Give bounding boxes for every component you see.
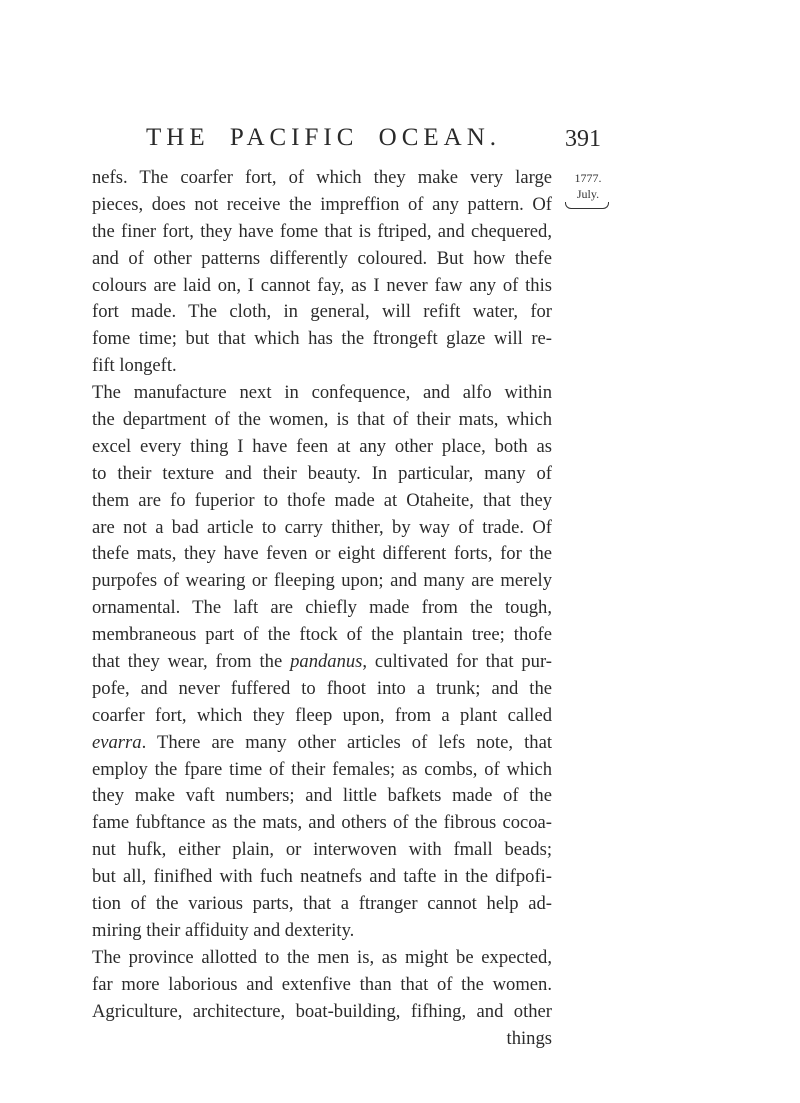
text-line: them are fo fuperior to thofe made at Otaheite, that they [92, 489, 552, 511]
body-text [92, 165, 552, 1052]
text-line: miring their affiduity and dexterity. [92, 919, 355, 941]
page-number: 391 [565, 126, 601, 152]
text-line: nut hufk, either plain, or interwoven with fmall beads; [92, 839, 552, 861]
text-line: far more laborious and extenfive than that of the women. [92, 973, 552, 995]
text-line: things [506, 1027, 552, 1049]
text-line: are not a bad article to carry thither, by way of trade. Of [92, 516, 552, 538]
text-line: but all, finifhed with fuch neatnefs and tafte in the difpofi- [92, 866, 552, 888]
text-line: thefe mats, they have feven or eight different forts, for the [92, 543, 552, 565]
text-line: nefs. The coarfer fort, of which they make very large [92, 167, 552, 188]
text-line: employ the fpare time of their females; as combs, of which [92, 758, 552, 780]
text-line: purpofes of wearing or fleeping upon; and many are merely [92, 570, 552, 592]
text-line: fome time; but that which has the ftrongeft glaze will re- [92, 328, 552, 350]
margin-year: 1777. [574, 171, 602, 185]
margin-month: July. [576, 187, 600, 201]
text-line: coarfer fort, which they fleep upon, from a plant called [92, 704, 552, 726]
text-segment: , cultivated for that pur- [362, 651, 552, 673]
text-line [92, 730, 552, 757]
text-line: the finer fort, they have fome that is ftriped, and chequered, [92, 220, 552, 242]
text-line: The province allotted to the men is, as might be expected, [92, 946, 552, 968]
text-line: membraneous part of the ftock of the plantain tree; thofe [92, 624, 552, 646]
text-line: Agriculture, architecture, boat-building, fifhing, and other [92, 1000, 552, 1022]
text-line: tion of the various parts, that a ftranger cannot help ad- [92, 893, 552, 915]
text-line: excel every thing I have feen at any other place, both as [92, 435, 552, 457]
text-line: fift longeft. [92, 355, 177, 377]
text-line: colours are laid on, I cannot fay, as I never faw any of this [92, 274, 552, 296]
running-title: THE PACIFIC OCEAN. [146, 124, 502, 151]
text-line: pofe, and never fuffered to fhoot into a trunk; and the [92, 677, 552, 699]
text-line: to their texture and their beauty. In particular, many of [92, 462, 552, 484]
text-line: fame fubftance as the mats, and others of the fibrous cocoa- [92, 812, 552, 834]
text-line: the department of the women, is that of their mats, which [92, 409, 552, 431]
text-line: they make vaft numbers; and little bafkets made of the [92, 785, 552, 807]
margin-date-note [565, 170, 611, 209]
text-line: The manufacture next in confequence, and alfo within [92, 382, 552, 404]
text-line: fort made. The cloth, in general, will refift water, for [92, 301, 552, 323]
text-segment: that they wear, from the [92, 651, 291, 673]
text-line: and of other patterns differently coloured. But how thefe [92, 247, 552, 269]
text-line: ornamental. The laft are chiefly made from the tough, [92, 597, 552, 619]
text-line [92, 649, 552, 676]
brace-mark [565, 202, 609, 209]
italic-term: evarra [92, 731, 142, 753]
italic-term: pandanus [290, 651, 363, 673]
text-segment: . There are many other articles of lefs note, that [141, 731, 552, 753]
text-line: pieces, does not receive the impreffion of any pattern. Of [92, 193, 552, 215]
